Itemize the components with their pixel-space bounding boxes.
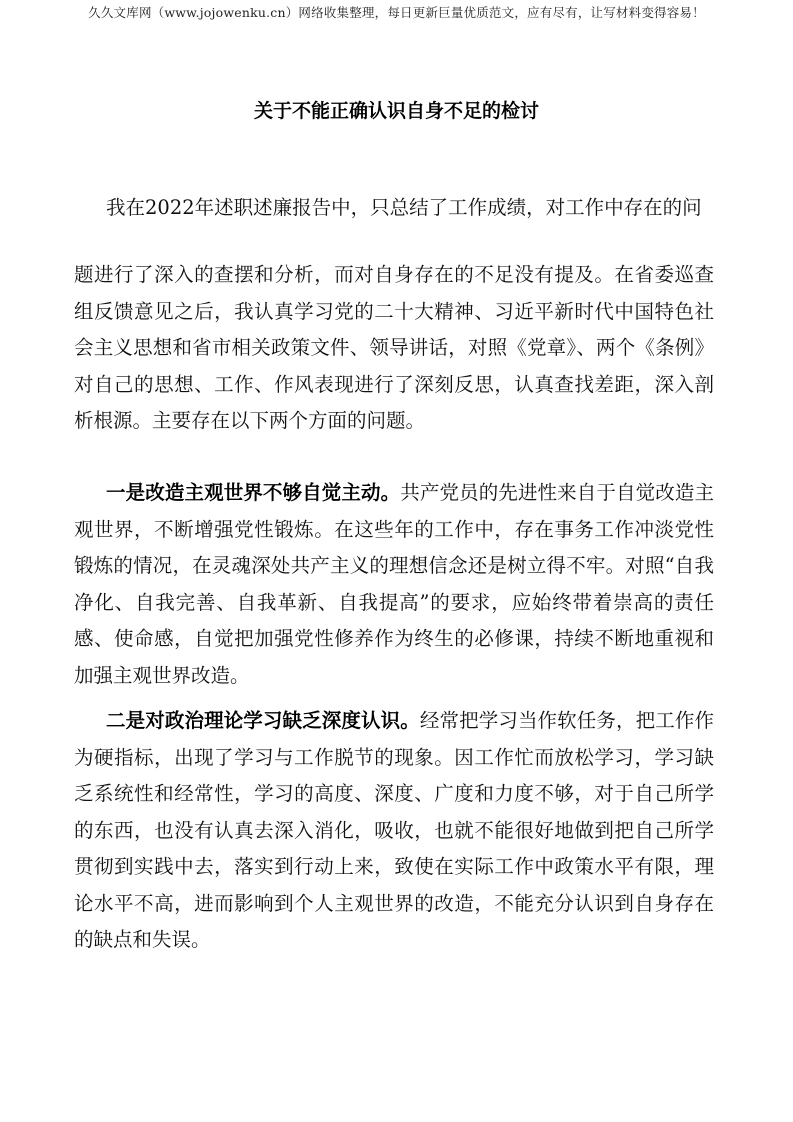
point-heading-1: 一是改造主观世界不够自觉主动。 [106,481,401,504]
point-paragraph-1 [74,475,714,694]
source-banner: 久久文库网（www.jojowenku.cn）网络收集整理，每日更新巨量优质范文，应有尽有，让写材料变得容易！ [88,5,705,20]
point-heading-2: 二是对政治理论学习缺乏深度认识。 [106,709,420,732]
intro-paragraph: 题进行了深入的查摆和分析，而对自身存在的不足没有提及。在省委巡查组反馈意见之后，我认真学习党的二十大精神、习近平新时代中国特色社会主义思想和省市相关政策文件、领导讲话，对照《党章》、两个《条例》对自己的思想、工作、作风表现进行了深刻反思，认真查找差距，深入剖析根源。主要存在以下两个方面的问题。 [74,263,714,432]
point-text-2: 经常把学习当作软任务，把工作作为硬指标，出现了学习与工作脱节的现象。因工作忙而放松学习，学习缺乏系统性和经常性，学习的高度、深度、广度和力度不够，对于自己所学的东西，也没有认真去深入消化，吸收，也就不能很好地做到把自己所学贯彻到实践中去，落实到行动上来，致使在实际工作中政策水平有限，理论水平不高，进而影响到个人主观世界的改造，不能充分认识到自身存在的缺点和失误。 [74,709,714,951]
point-paragraph-2 [74,703,714,959]
intro-first-line: 我在2022年述职述廉报告中，只总结了工作成绩，对工作中存在的问 [106,196,702,219]
point-text-1: 共产党员的先进性来自于自觉改造主观世界，不断增强党性锻炼。在这些年的工作中，存在事务工作冲淡党性锻炼的情况，在灵魂深处共产主义的理想信念还是树立得不牢。对照“自我净化、自我完善、自我革新、自我提高”的要求，应始终带着崇高的责任感、使命感，自觉把加强党性修养作为终生的必修课，持续不断地重视和加强主观世界改造。 [74,481,714,687]
document-title: 关于不能正确认识自身不足的检讨 [253,100,539,122]
